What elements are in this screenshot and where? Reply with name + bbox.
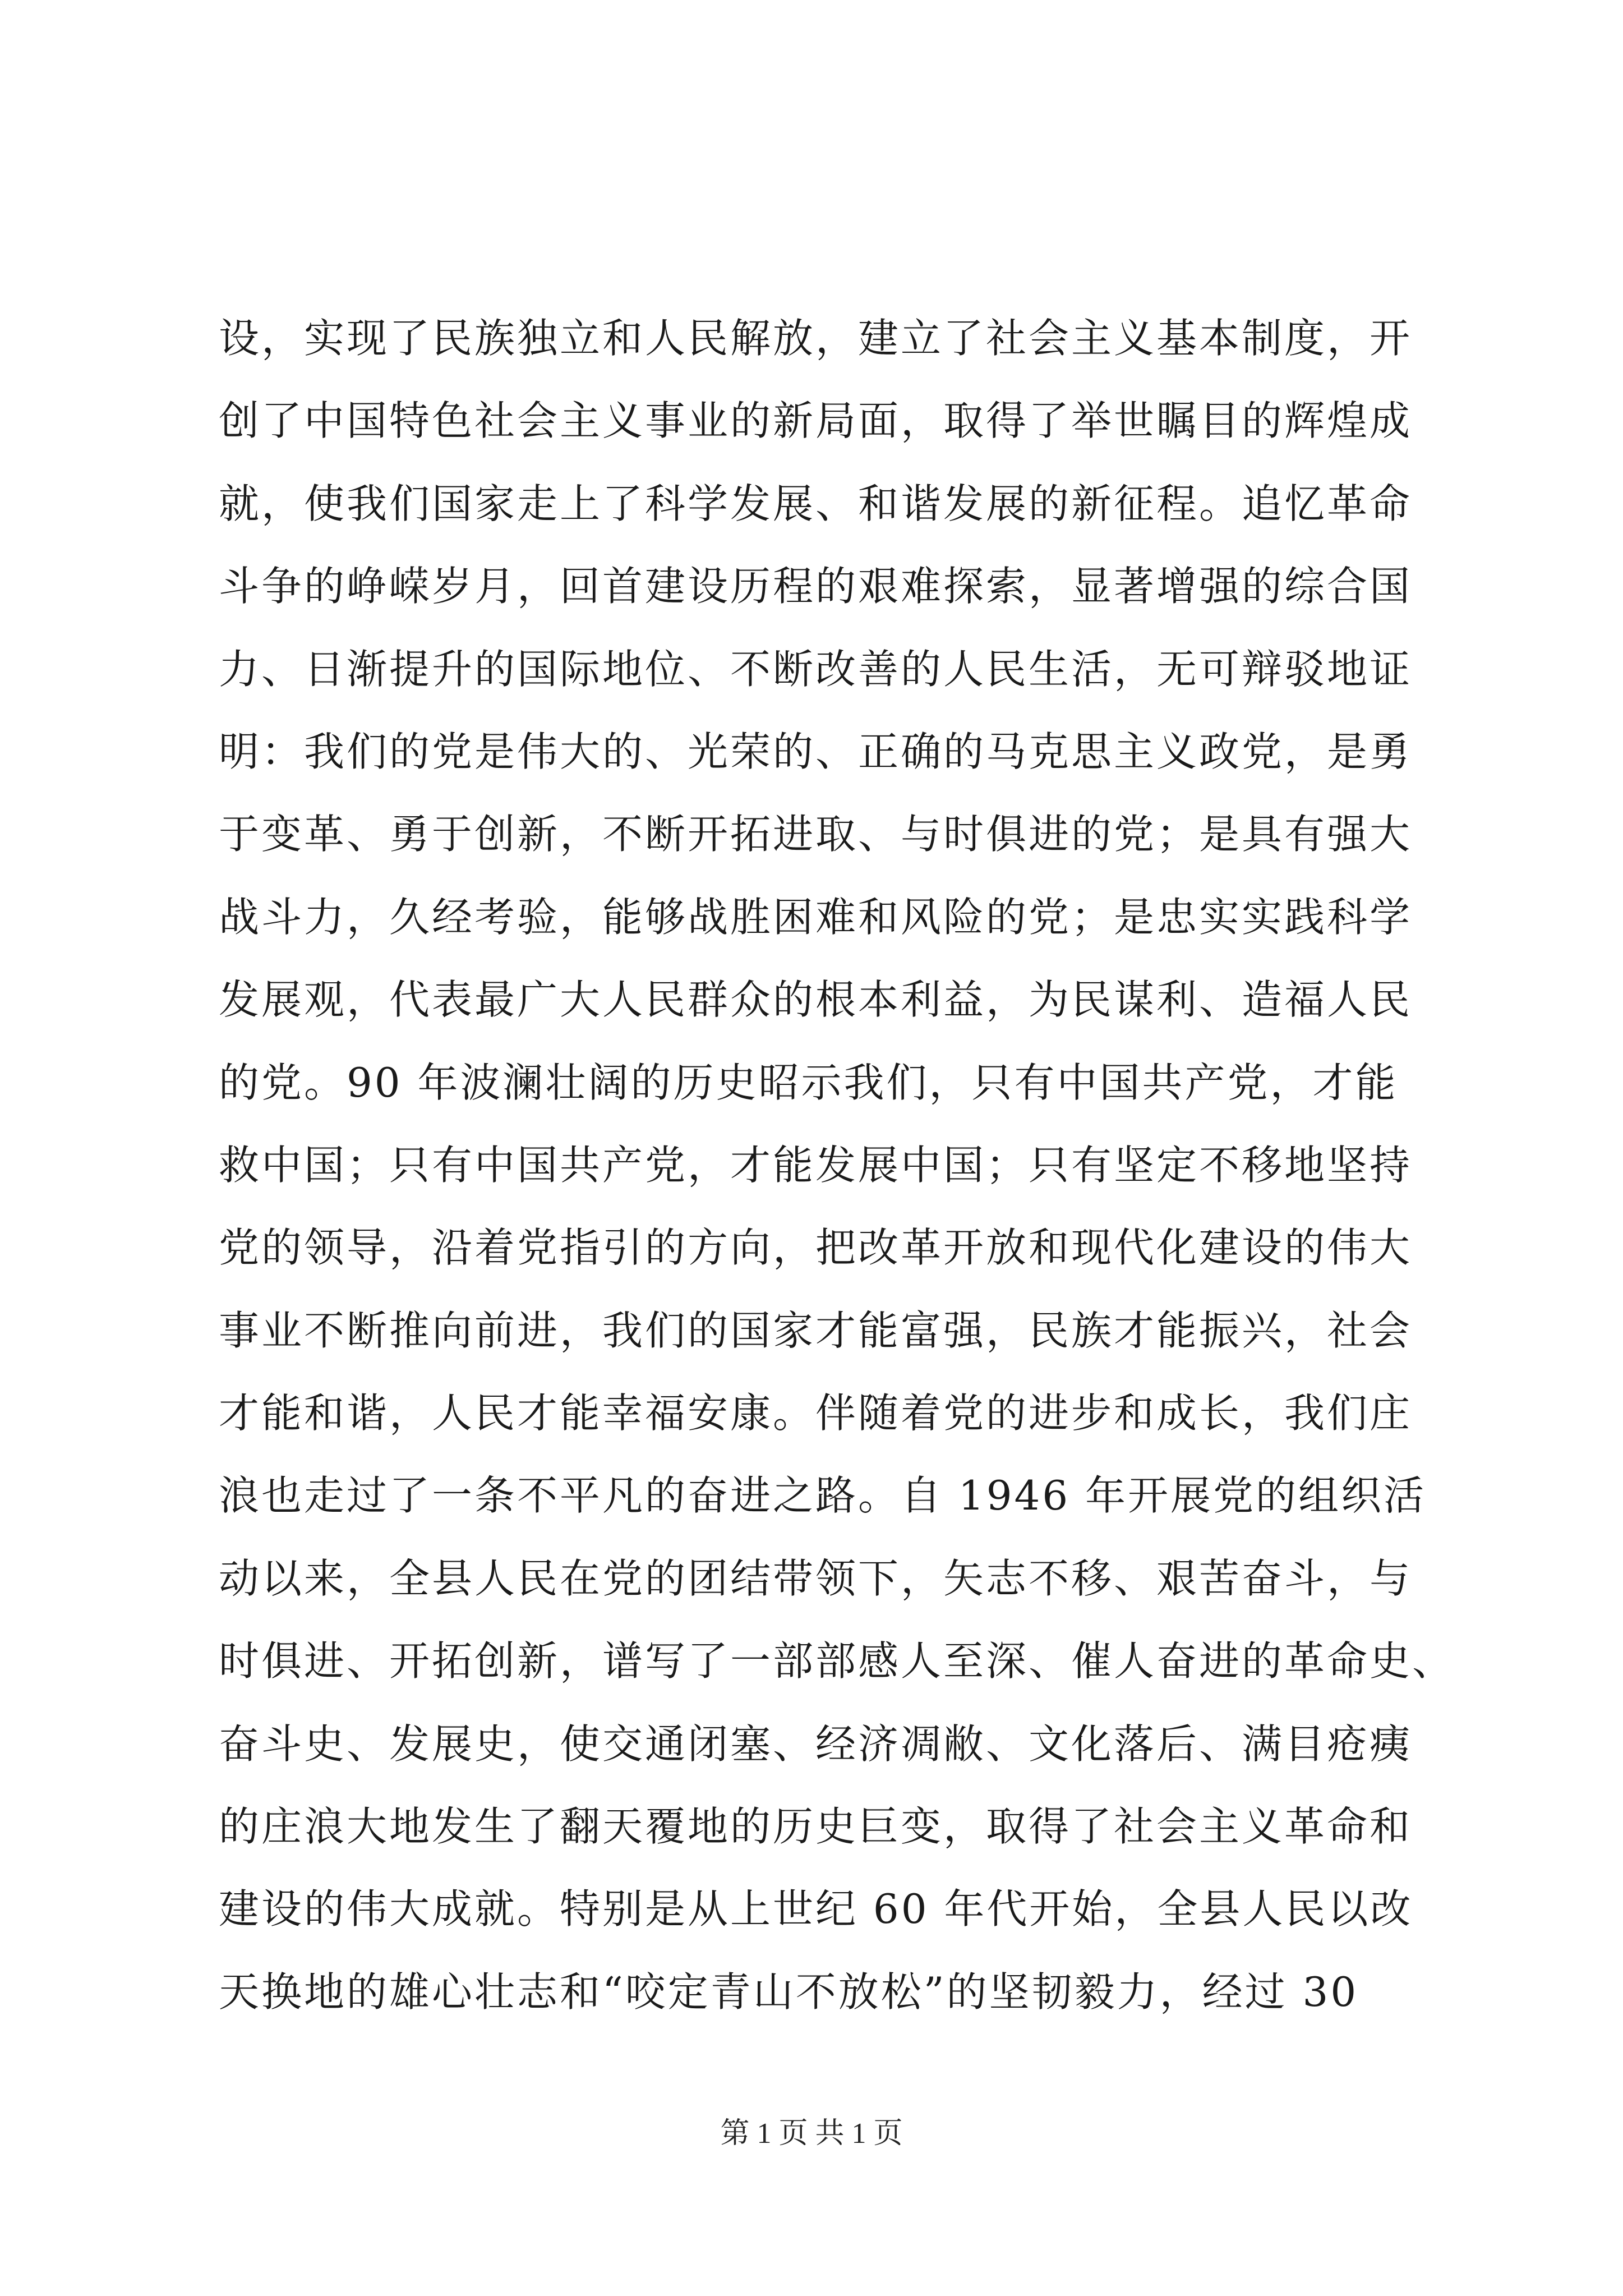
body-text <box>219 297 1455 2033</box>
text-line: 时俱进、开拓创新，谱写了一部部感人至深、催人奋进的革命史、 <box>219 1637 1455 1685</box>
text-line: 天换地的雄心壮志和“咬定青山不放松”的坚韧毅力，经过 30 <box>219 1968 1359 2016</box>
text-line: 发展观，代表最广大人民群众的根本利益，为民谋利、造福人民 <box>219 976 1413 1024</box>
text-line: 就，使我们国家走上了科学发展、和谐发展的新征程。追忆革命 <box>219 480 1413 527</box>
text-line: 斗争的峥嵘岁月，回首建设历程的艰难探索，显著增强的综合国 <box>219 563 1413 610</box>
text-line: 于变革、勇于创新，不断开拓进取、与时俱进的党；是具有强大 <box>219 811 1413 858</box>
text-line: 浪也走过了一条不平凡的奋进之路。自 1946 年开展党的组织活 <box>219 1472 1427 1520</box>
text-line: 力、日渐提升的国际地位、不断改善的人民生活，无可辩驳地证 <box>219 645 1413 693</box>
text-line: 事业不断推向前进，我们的国家才能富强，民族才能振兴，社会 <box>219 1306 1413 1354</box>
text-line: 设，实现了民族独立和人民解放，建立了社会主义基本制度，开 <box>219 315 1413 362</box>
text-line: 的党。90 年波澜壮阔的历史昭示我们，只有中国共产党，才能 <box>219 1059 1398 1106</box>
text-line: 的庄浪大地发生了翻天覆地的历史巨变，取得了社会主义革命和 <box>219 1803 1413 1851</box>
page-footer <box>0 2109 1623 2151</box>
text-line: 明：我们的党是伟大的、光荣的、正确的马克思主义政党，是勇 <box>219 728 1413 775</box>
text-line: 创了中国特色社会主义事业的新局面，取得了举世瞩目的辉煌成 <box>219 397 1413 445</box>
text-line: 奋斗史、发展史，使交通闭塞、经济凋敝、文化落后、满目疮痍 <box>219 1720 1413 1768</box>
page-number: 第 1 页 共 1 页 <box>720 2118 903 2150</box>
text-line: 才能和谐，人民才能幸福安康。伴随着党的进步和成长，我们庄 <box>219 1389 1413 1437</box>
text-line: 动以来，全县人民在党的团结带领下，矢志不移、艰苦奋斗，与 <box>219 1554 1413 1602</box>
text-line: 战斗力，久经考验，能够战胜困难和风险的党；是忠实实践科学 <box>219 893 1413 941</box>
text-line: 救中国；只有中国共产党，才能发展中国；只有坚定不移地坚持 <box>219 1141 1413 1189</box>
text-line: 建设的伟大成就。特别是从上世纪 60 年代开始，全县人民以改 <box>219 1885 1413 1933</box>
text-line: 党的领导，沿着党指引的方向，把改革开放和现代化建设的伟大 <box>219 1224 1413 1272</box>
